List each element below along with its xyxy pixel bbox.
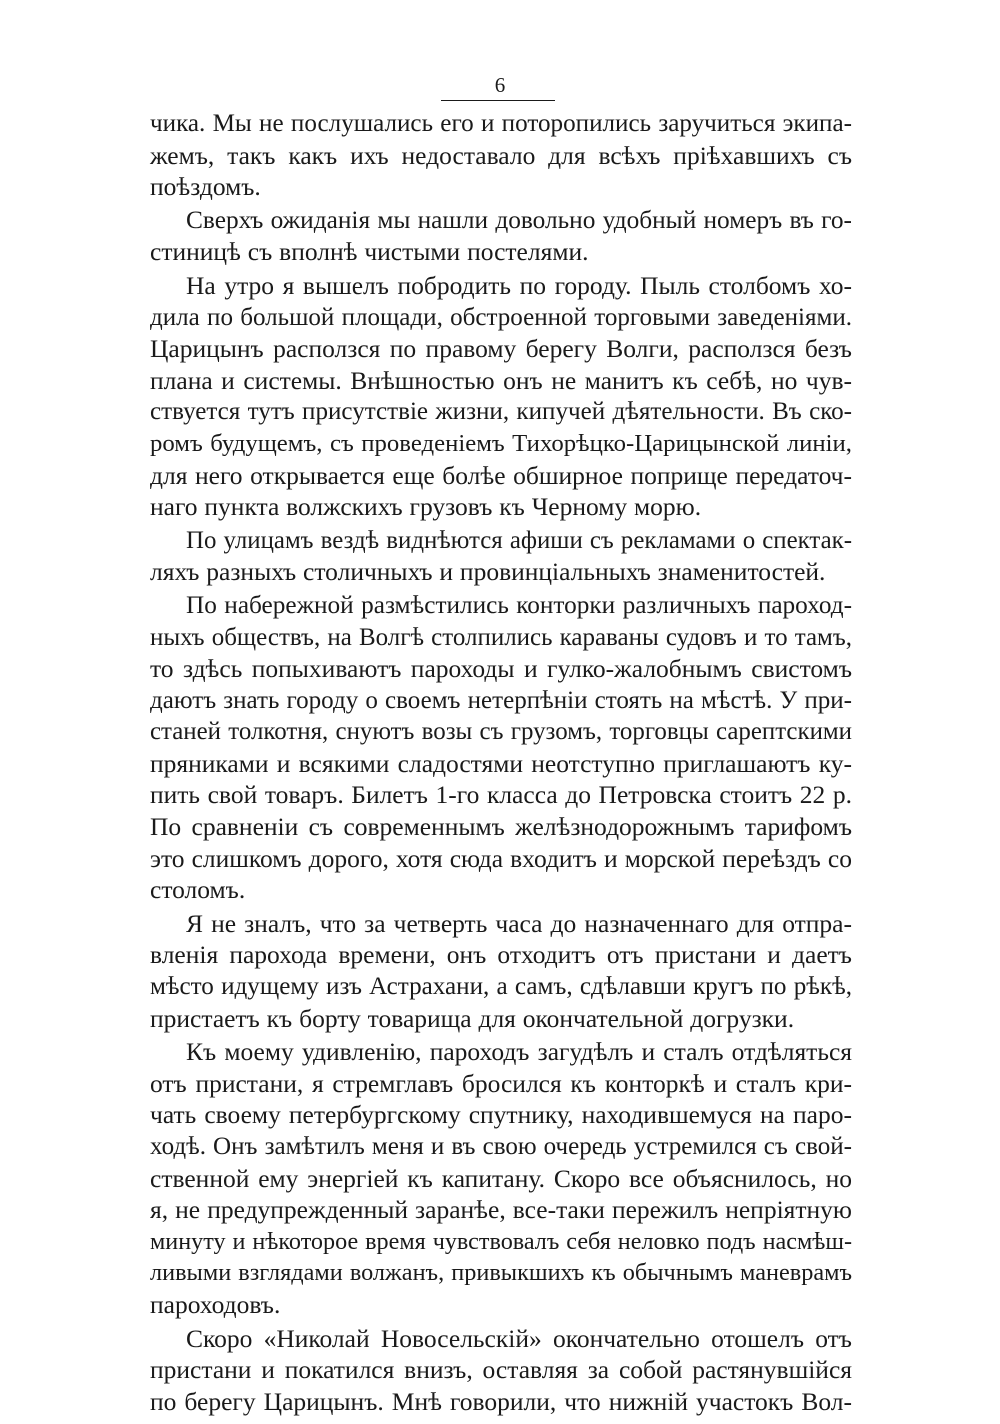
text-line: По улицамъ вездѣ виднѣются афиши съ рекламами о спектак-: [186, 526, 852, 554]
paragraph: [150, 908, 852, 1034]
text-line: я, не предупрежденный заранѣе, все-таки пережилъ непріятную: [150, 1195, 852, 1225]
text-line: ствуется тутъ присутствіе жизни, кипучей дѣятельности. Въ ско-: [150, 398, 852, 426]
text-line: для него открывается еще болѣе обширное поприще передаточ-: [150, 460, 852, 490]
text-line: пристани и покатился внизъ, оставляя за собой растянувшійся: [150, 1355, 852, 1385]
text-line: ливыми взглядами волжанъ, привыкшихъ къ обычнымъ маневрамъ: [150, 1259, 852, 1287]
text-line: ходѣ. Онъ замѣтилъ меня и въ свою очередь устремился съ свой-: [150, 1133, 852, 1160]
paragraph: [150, 205, 852, 268]
body-text: [150, 108, 852, 1419]
text-line: отъ пристани, я стремглавъ бросился къ конторкѣ и сталъ кри-: [150, 1068, 852, 1098]
text-line: то здѣсь попыхиваютъ пароходы и гулко-жалобнымъ свистомъ: [150, 654, 852, 684]
text-line: это слишкомъ дорого, хотя сюда входитъ и морской переѣздъ со: [150, 843, 852, 873]
text-line: Скоро «Николай Новосельскій» окончательно отошелъ отъ: [186, 1323, 852, 1353]
text-line: жемъ, такъ какъ ихъ недоставало для всѣхъ пріѣхавшихъ съ: [150, 140, 852, 170]
text-line: Сверхъ ожиданія мы нашли довольно удобный номеръ въ го-: [186, 205, 852, 234]
text-line: мѣсто идущему изъ Астрахани, а самъ, сдѣлавши кругъ по рѣкѣ,: [150, 973, 852, 1001]
paragraph: [150, 1036, 852, 1320]
text-line: станей толкотня, снуютъ возы съ грузомъ, торговцы сарептскими: [150, 718, 852, 746]
text-line: наго пункта волжскихъ грузовъ къ Черному морю.: [150, 492, 702, 522]
text-line: На утро я вышелъ побродить по городу. Пыль столбомъ хо-: [186, 270, 852, 300]
text-line: пить свой товаръ. Билетъ 1-го класса до Петровска стоитъ 22 р.: [150, 780, 852, 810]
paragraph: [150, 525, 852, 588]
text-line: Я не зналъ, что за четверть часа до назначеннаго для отпра-: [186, 908, 852, 938]
text-line: Царицынъ расползся по правому берегу Волги, расползся безъ: [150, 334, 852, 364]
text-line: По сравненіи съ современнымъ желѣзнодорожнымъ тарифомъ: [150, 812, 852, 842]
text-line: поѣздомъ.: [150, 172, 261, 202]
text-line: ственной ему энергіей къ капитану. Скоро все объяснилось, но: [150, 1163, 852, 1193]
text-line: вленія парохода времени, онъ отходитъ отъ пристани и даетъ: [150, 940, 852, 970]
text-line: По набережной размѣстились конторки различныхъ пароход-: [186, 590, 852, 619]
text-line: ромъ будущемъ, съ проведеніемъ Тихорѣцко-Царицынской линіи,: [150, 429, 852, 457]
paragraph: [150, 1323, 852, 1418]
paragraph: [150, 590, 852, 906]
text-line: плана и системы. Внѣшностью онъ не манитъ къ себѣ, но чув-: [150, 365, 852, 395]
text-line: даютъ знать городу о своемъ нетерпѣніи стоять на мѣстѣ. У при-: [150, 686, 852, 714]
text-line: чать своему петербургскому спутнику, находившемуся на паро-: [150, 1100, 852, 1130]
text-line: столомъ.: [150, 875, 246, 905]
text-line: дила по большой площади, обстроенной торговыми заведеніями.: [150, 303, 852, 331]
paragraph: [150, 270, 852, 523]
text-line: пряниками и всякими сладостями неотступно приглашаютъ ку-: [150, 748, 852, 778]
text-line: ляхъ разныхъ столичныхъ и провинціальныхъ знаменитостей.: [150, 557, 826, 587]
text-line: стиницѣ съ вполнѣ чистыми постелями.: [150, 237, 589, 267]
text-line: чика. Мы не послушались его и поторопились заручиться экипа-: [150, 110, 852, 137]
text-line: Къ моему удивленію, пароходъ загудѣлъ и сталъ отдѣляться: [186, 1037, 852, 1067]
text-line: по берегу Царицынъ. Мнѣ говорили, что нижній участокъ Вол-: [150, 1386, 852, 1416]
text-line: минуту и нѣкоторое время чувствовалъ себя неловко подъ насмѣш-: [150, 1227, 852, 1255]
page-number: 6: [494, 73, 506, 97]
text-line: пристаетъ къ борту товарища для окончательной догрузки.: [150, 1003, 795, 1033]
header-rule: [441, 100, 555, 101]
text-line: пароходовъ.: [150, 1289, 281, 1319]
text-line: ныхъ обществъ, на Волгѣ столпились караваны судовъ и то тамъ,: [150, 623, 852, 651]
paragraph: [150, 108, 852, 203]
